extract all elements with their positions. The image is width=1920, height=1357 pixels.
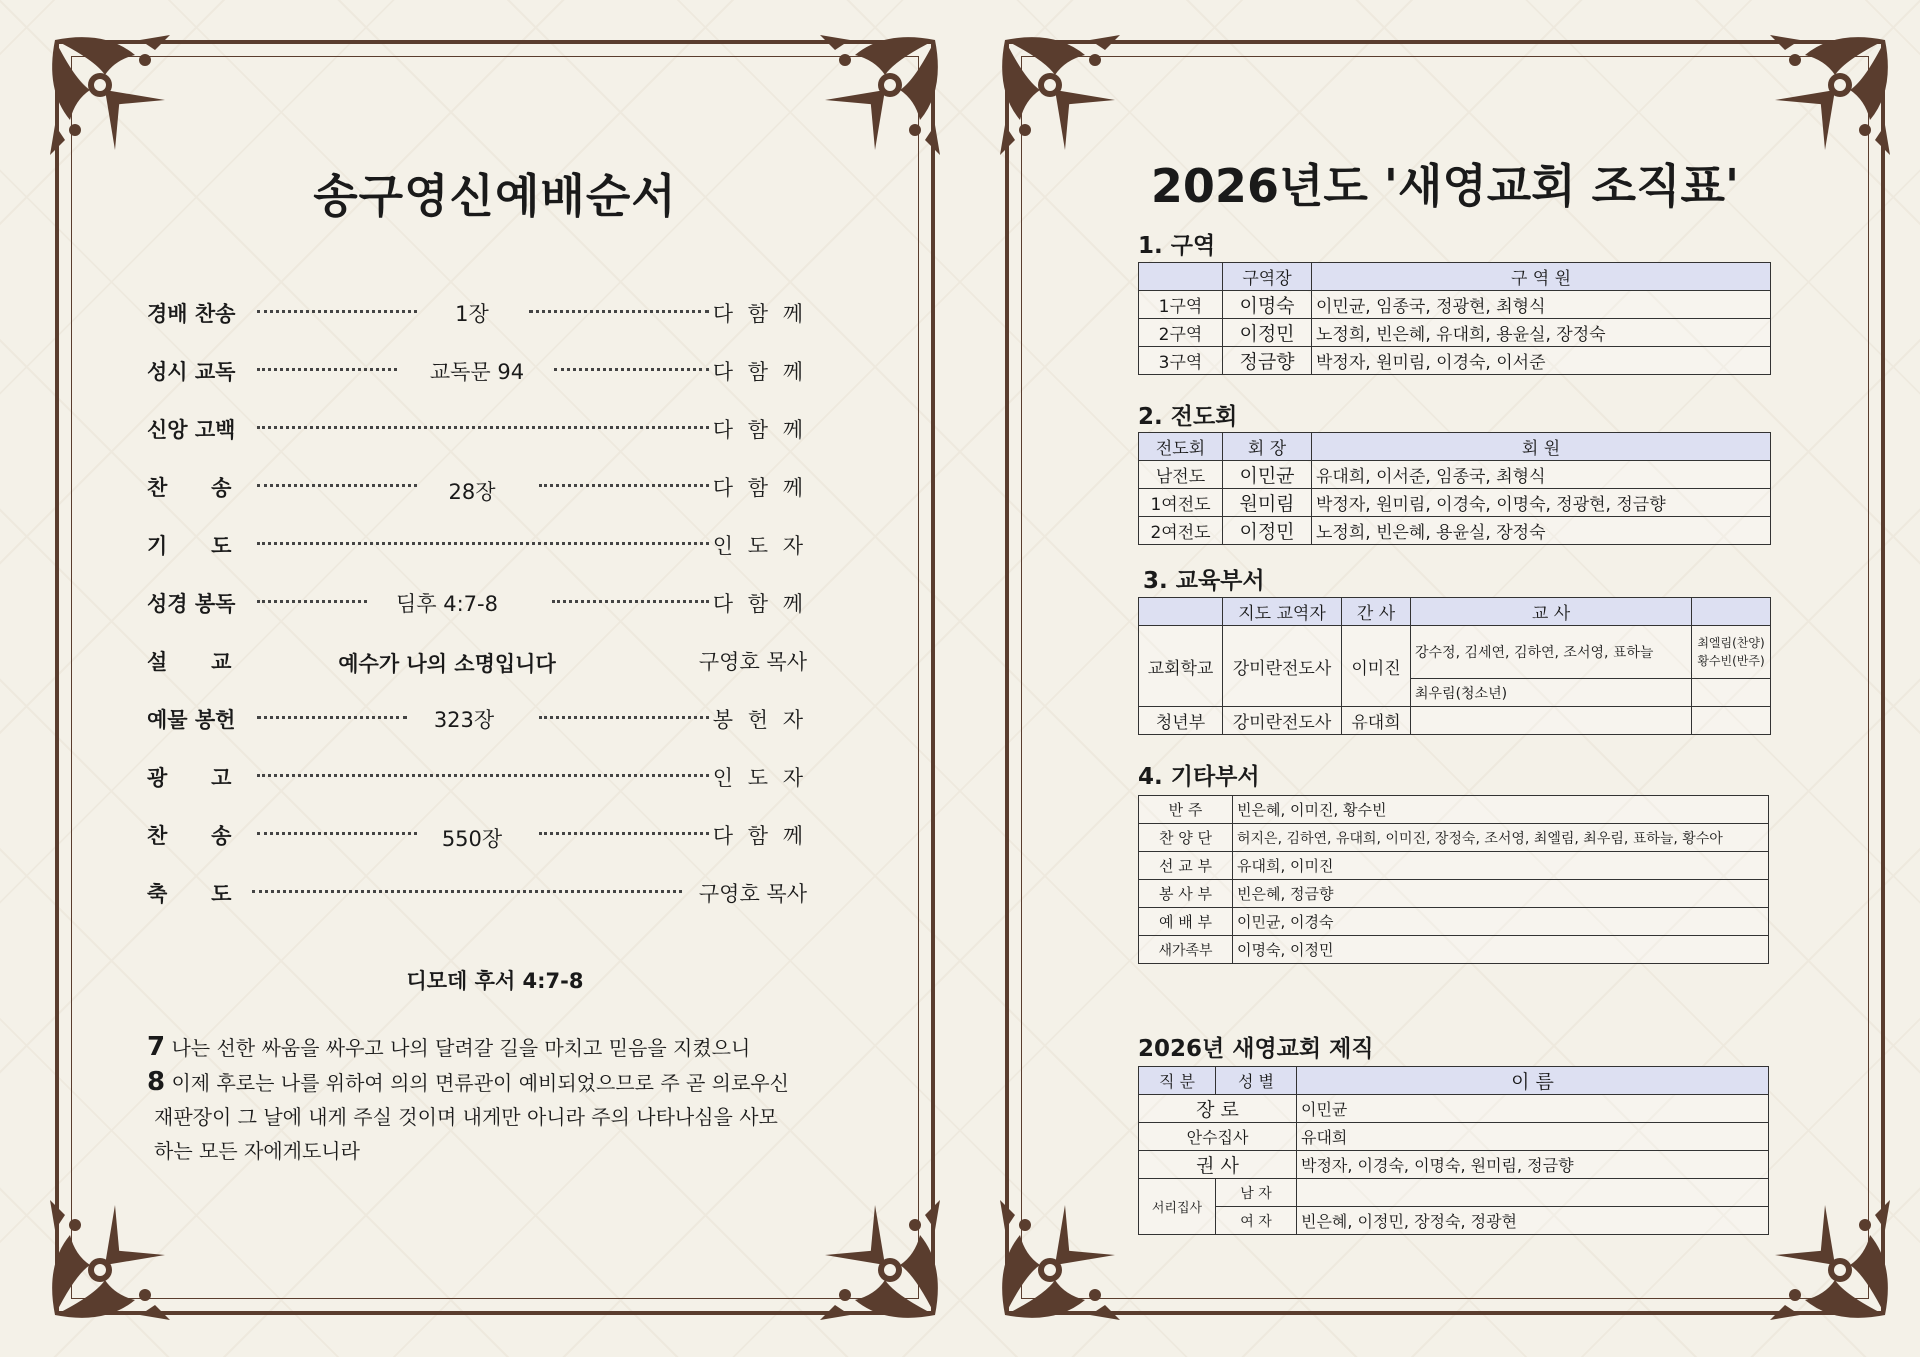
header-cell: 회 장 (1223, 433, 1312, 461)
table-cell: 허지은, 김하연, 유대희, 이미진, 장정숙, 조서영, 최엘림, 최우림, 표하늘, 황수아 (1233, 824, 1769, 852)
table-cell: 1구역 (1139, 291, 1223, 319)
page-title: 2026년도 '새영교회 조직표' (1150, 159, 1740, 213)
table-cell: 이정민 (1223, 319, 1312, 347)
order-row (147, 704, 807, 762)
table-cell: 이정민 (1223, 517, 1312, 545)
order-leader: 다 함 께 (712, 360, 807, 384)
order-leader: 다 함 께 (712, 592, 807, 616)
table-cell: 새가족부 (1139, 936, 1233, 964)
table-row (1139, 908, 1769, 936)
dot-leader (554, 368, 709, 371)
order-label: 설 교 (147, 650, 232, 674)
table-cell: 서리집사 (1139, 1179, 1216, 1235)
dot-leader (257, 774, 709, 777)
header-cell: 구 역 원 (1312, 263, 1771, 291)
table-row (1139, 347, 1771, 375)
table-cell: 선 교 부 (1139, 852, 1233, 880)
order-row (147, 878, 807, 936)
order-label: 예물 봉헌 (147, 708, 236, 732)
table-header (1139, 1067, 1769, 1095)
table-cell: 이명숙 (1223, 291, 1312, 319)
table-row (1139, 626, 1771, 679)
ornament-icon (995, 1195, 1125, 1325)
table-row (1139, 880, 1769, 908)
table-cell: 이민균, 임종국, 정광현, 최형식 (1312, 291, 1771, 319)
table-cell: 이민균 (1297, 1095, 1769, 1123)
table-row (1139, 489, 1771, 517)
order-leader: 인 도 자 (712, 534, 807, 558)
table-cell: 강미란전도사 (1223, 626, 1342, 707)
verse-text: 나는 선한 싸움을 싸우고 나의 달려갈 길을 마치고 믿음을 지켰으니 (165, 1036, 751, 1060)
order-leader: 다 함 께 (712, 302, 807, 326)
table-cell (1297, 1179, 1769, 1207)
page-title: 송구영신예배순서 (313, 169, 677, 223)
table-cell: 노정희, 빈은혜, 용윤실, 장정숙 (1312, 517, 1771, 545)
order-leader: 다 함 께 (712, 476, 807, 500)
table-cell: 이미진 (1342, 626, 1411, 707)
table-cell: 교회학교 (1139, 626, 1223, 707)
table-header (1139, 263, 1771, 291)
table-row (1139, 824, 1769, 852)
verse-8 (147, 1065, 847, 1100)
table-row (1139, 1179, 1769, 1207)
order-row (147, 414, 807, 472)
table-row (1139, 796, 1769, 824)
table-cell: 원미림 (1223, 489, 1312, 517)
order-label: 신앙 고백 (147, 418, 236, 442)
table-cell: 여 자 (1216, 1207, 1297, 1235)
table-cell (1692, 679, 1771, 707)
dot-leader (252, 890, 682, 893)
order-leader: 구영호 목사 (698, 650, 807, 674)
table-cell: 빈은혜, 이정민, 장정숙, 정광현 (1297, 1207, 1769, 1235)
header-cell: 간 사 (1342, 598, 1411, 626)
right-page (1005, 40, 1885, 1315)
table-cell: 남전도 (1139, 461, 1223, 489)
table-cell: 최우림(청소년) (1411, 679, 1692, 707)
dot-leader (257, 368, 397, 371)
table-cell: 박정자, 원미림, 이경숙, 이서준 (1312, 347, 1771, 375)
dot-leader (257, 484, 417, 487)
table-cell (1692, 707, 1771, 735)
order-label: 성경 봉독 (147, 592, 236, 616)
section-heading: 1. 구역 (1138, 233, 1216, 259)
ornament-icon (45, 30, 175, 160)
table-cell: 정금향 (1223, 347, 1312, 375)
ornament-icon (815, 30, 945, 160)
dot-leader (539, 832, 709, 835)
order-label: 기 도 (147, 534, 232, 558)
table-cell: 3구역 (1139, 347, 1223, 375)
dot-leader (257, 310, 417, 313)
order-leader: 다 함 께 (712, 824, 807, 848)
table-row (1139, 1123, 1769, 1151)
table-cell: 1여전도 (1139, 489, 1223, 517)
table-cell: 2여전도 (1139, 517, 1223, 545)
order-label: 광 고 (147, 766, 232, 790)
ornament-icon (995, 30, 1125, 160)
worship-order (147, 298, 807, 936)
table-cell: 남 자 (1216, 1179, 1297, 1207)
order-leader: 다 함 께 (712, 418, 807, 442)
verse-7 (147, 1030, 847, 1065)
table-cell: 박정자, 이경숙, 이명숙, 원미림, 정금향 (1297, 1151, 1769, 1179)
order-leader: 인 도 자 (712, 766, 807, 790)
header-cell (1692, 598, 1771, 626)
table-cell: 장 로 (1139, 1095, 1297, 1123)
table-cell: 예 배 부 (1139, 908, 1233, 936)
scripture-reference: 디모데 후서 4:7-8 (406, 969, 584, 993)
table-cell: 이민균, 이경숙 (1233, 908, 1769, 936)
table-cell: 강수정, 김세연, 김하연, 조서영, 표하늘 (1411, 626, 1692, 679)
table-cell: 빈은혜, 이미진, 황수빈 (1233, 796, 1769, 824)
extra-teacher: 황수빈(반주) (1697, 654, 1765, 668)
table-row (1139, 319, 1771, 347)
order-row (147, 472, 807, 530)
education-table (1138, 597, 1771, 735)
table-row (1139, 1207, 1769, 1235)
dot-leader (257, 716, 407, 719)
table-cell (1692, 626, 1771, 679)
order-row (147, 820, 807, 878)
order-label: 축 도 (147, 882, 232, 906)
order-leader: 봉 헌 자 (712, 708, 807, 732)
verse-number: 8 (147, 1067, 166, 1097)
dot-leader (257, 832, 417, 835)
table-cell: 봉 사 부 (1139, 880, 1233, 908)
table-row (1139, 707, 1771, 735)
header-cell: 성 별 (1216, 1067, 1297, 1095)
header-cell: 교 사 (1411, 598, 1692, 626)
mission-society-table (1138, 432, 1771, 545)
order-value: 28장 (448, 480, 496, 504)
ornament-icon (45, 1195, 175, 1325)
order-leader: 구영호 목사 (698, 882, 807, 906)
dot-leader (539, 484, 709, 487)
order-row (147, 588, 807, 646)
table-row (1139, 291, 1771, 319)
dot-leader (257, 542, 709, 545)
table-row (1139, 1151, 1769, 1179)
table-cell: 안수집사 (1139, 1123, 1297, 1151)
table-row (1139, 1095, 1769, 1123)
table-cell: 박정자, 원미림, 이경숙, 이명숙, 정광현, 정금향 (1312, 489, 1771, 517)
ornament-icon (1765, 1195, 1895, 1325)
section-heading: 3. 교육부서 (1143, 568, 1265, 594)
other-dept-table (1138, 795, 1769, 964)
order-row (147, 356, 807, 414)
verse-text: 재판장이 그 날에 내게 주실 것이며 내게만 아니라 주의 나타나심을 사모 (154, 1105, 778, 1129)
order-label: 성시 교독 (147, 360, 236, 384)
header-cell: 구역장 (1223, 263, 1312, 291)
table-row (1139, 852, 1769, 880)
dot-leader (552, 600, 709, 603)
left-page (55, 40, 935, 1315)
order-label: 경배 찬송 (147, 302, 236, 326)
order-value: 1장 (455, 302, 489, 326)
district-table (1138, 262, 1771, 375)
table-cell: 이명숙, 이정민 (1233, 936, 1769, 964)
verse-number: 7 (147, 1032, 166, 1062)
table-cell: 유대희 (1342, 707, 1411, 735)
table-row (1139, 461, 1771, 489)
order-value: 교독문 94 (429, 360, 525, 384)
table-cell: 노정희, 빈은혜, 유대희, 용윤실, 장정숙 (1312, 319, 1771, 347)
order-value: 딤후 4:7-8 (396, 592, 498, 616)
section-heading: 2. 전도회 (1138, 404, 1238, 430)
dot-leader (257, 426, 709, 429)
table-row (1139, 936, 1769, 964)
header-cell: 이 름 (1297, 1067, 1769, 1095)
dot-leader (529, 310, 709, 313)
sermon-title: 예수가 나의 소명입니다 (338, 652, 556, 676)
table-cell: 강미란전도사 (1223, 707, 1342, 735)
table-cell: 유대희 (1297, 1123, 1769, 1151)
table-cell: 유대희, 이미진 (1233, 852, 1769, 880)
dot-leader (539, 716, 709, 719)
header-cell (1139, 598, 1223, 626)
table-cell: 빈은혜, 정금향 (1233, 880, 1769, 908)
header-cell (1139, 263, 1223, 291)
order-row (147, 762, 807, 820)
order-row (147, 646, 807, 704)
scripture-text (147, 1030, 847, 1168)
section-heading: 2026년 새영교회 제직 (1138, 1036, 1374, 1062)
ornament-icon (1765, 30, 1895, 160)
order-label: 찬 송 (147, 824, 232, 848)
order-value: 323장 (433, 708, 495, 732)
table-cell: 권 사 (1139, 1151, 1297, 1179)
table-cell: 2구역 (1139, 319, 1223, 347)
officers-table (1138, 1066, 1769, 1235)
header-cell: 회 원 (1312, 433, 1771, 461)
table-header (1139, 433, 1771, 461)
table-cell (1411, 707, 1692, 735)
order-label: 찬 송 (147, 476, 232, 500)
verse-text: 하는 모든 자에게도니라 (154, 1139, 360, 1163)
order-row (147, 530, 807, 588)
header-cell: 직 분 (1139, 1067, 1216, 1095)
table-cell: 이민균 (1223, 461, 1312, 489)
extra-teacher: 최엘림(찬양) (1697, 636, 1765, 650)
order-row (147, 298, 807, 356)
header-cell: 전도회 (1139, 433, 1223, 461)
verse-text: 이제 후로는 나를 위하여 의의 면류관이 예비되었으므로 주 곧 의로우신 (165, 1071, 789, 1095)
dot-leader (257, 600, 367, 603)
table-cell: 반 주 (1139, 796, 1233, 824)
table-header (1139, 598, 1771, 626)
section-heading: 4. 기타부서 (1138, 764, 1260, 790)
table-cell: 청년부 (1139, 707, 1223, 735)
header-cell: 지도 교역자 (1223, 598, 1342, 626)
table-cell: 찬 양 단 (1139, 824, 1233, 852)
table-cell: 유대희, 이서준, 임종국, 최형식 (1312, 461, 1771, 489)
table-row (1139, 517, 1771, 545)
ornament-icon (815, 1195, 945, 1325)
order-value: 550장 (441, 827, 503, 851)
